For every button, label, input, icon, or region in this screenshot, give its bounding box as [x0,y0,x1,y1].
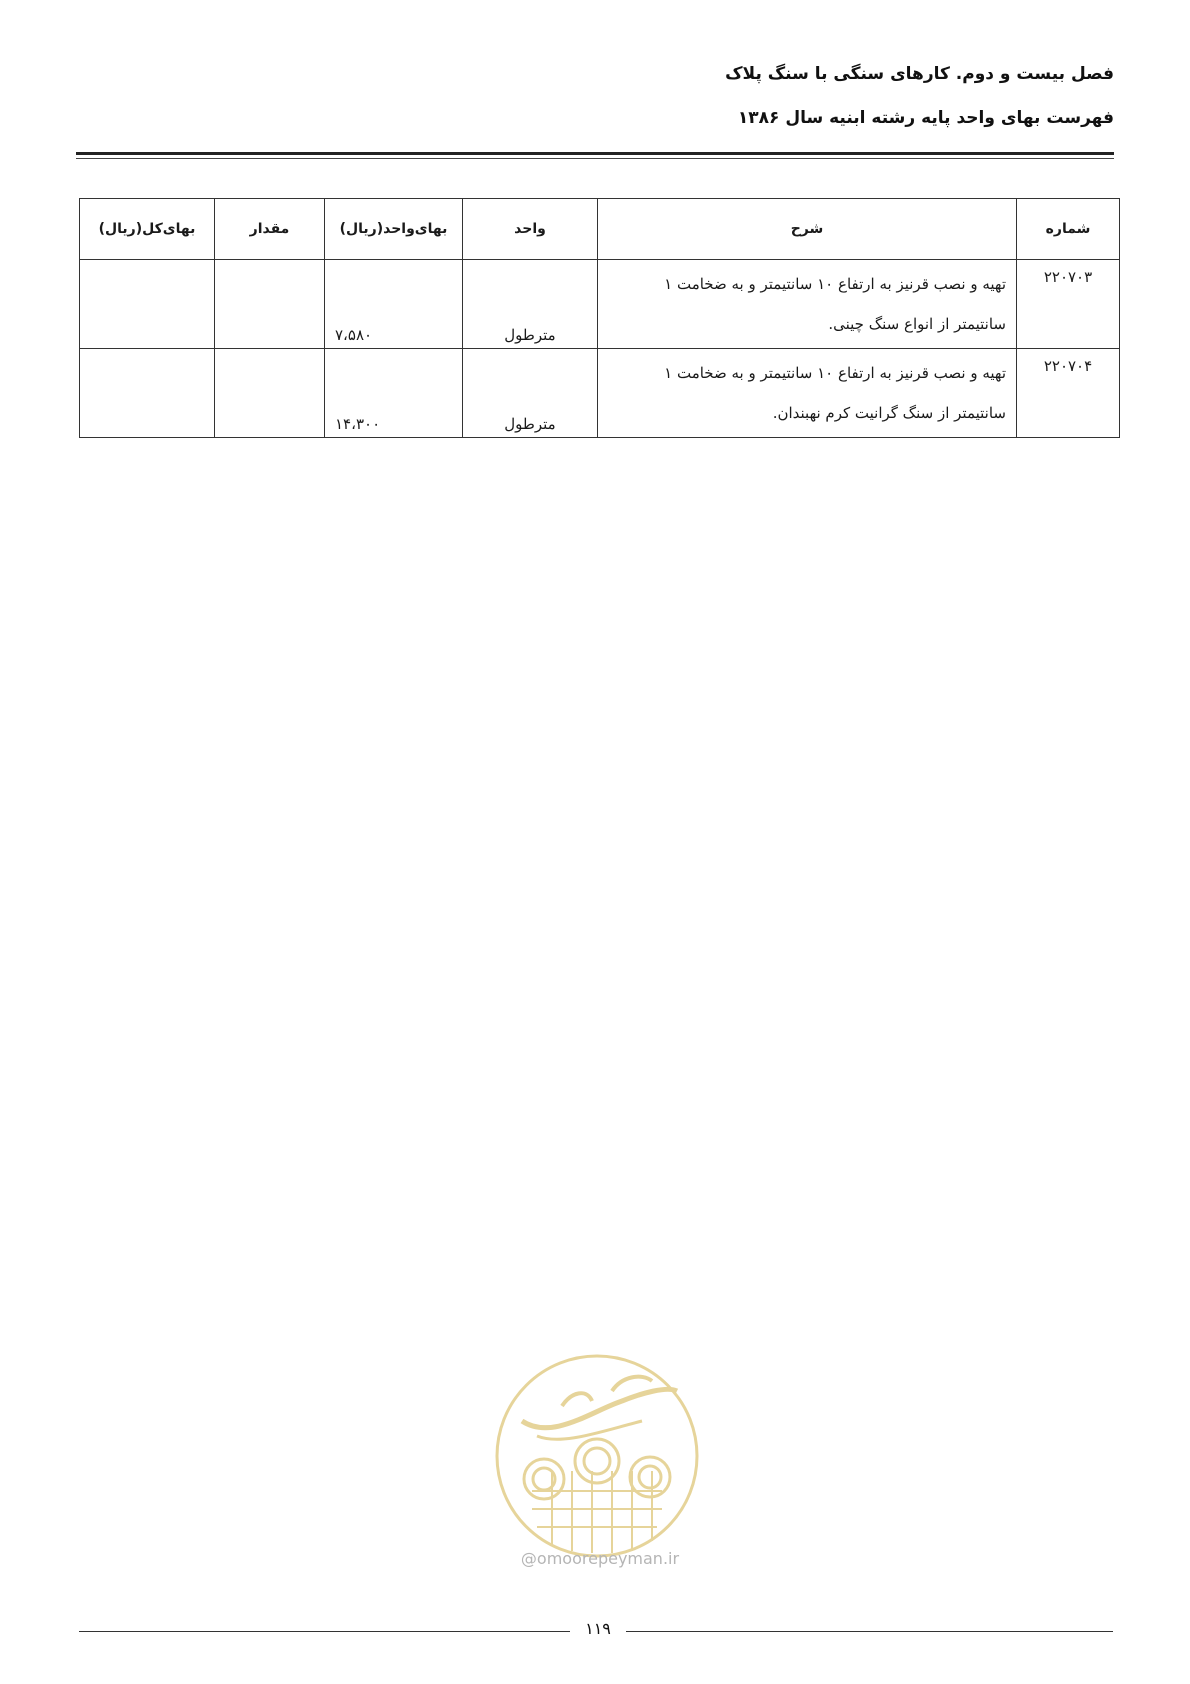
row-unit: مترطول [463,349,598,438]
footer-divider-left [79,1631,570,1632]
row-unit: مترطول [463,260,598,349]
watermark-logo [492,1336,702,1576]
header-divider-thick [76,152,1114,155]
page-header [76,52,1114,140]
footer-divider-right [626,1631,1113,1632]
row-total-price [80,260,215,349]
column-header-code: شماره [1017,199,1120,260]
row-unit-price: ۷،۵۸۰ [325,260,463,349]
column-header-quantity: مقدار [215,199,325,260]
column-header-description: شرح [598,199,1017,260]
row-code: ۲۲۰۷۰۳ [1017,260,1120,349]
price-list-table [79,198,1120,438]
row-quantity [215,349,325,438]
header-divider-thin [76,158,1114,159]
table-header-row [80,199,1120,260]
row-description: تهیه و نصب قرنیز به ارتفاع ۱۰ سانتیمتر و به ضخامت ۱ سانتیمتر از سنگ گرانیت کرم نهبندان. [598,349,1017,438]
column-header-unit: واحد [463,199,598,260]
watermark-caption: @omoorepeyman.ir [520,1549,680,1568]
chapter-title: فصل بیست و دوم. کارهای سنگی با سنگ پلاک [725,64,1114,84]
row-total-price [80,349,215,438]
column-header-unit-price: بهای‌واحد(ریال) [325,199,463,260]
table-row [80,260,1120,349]
book-title: فهرست بهای واحد پایه رشته ابنیه سال ۱۳۸۶ [737,108,1114,128]
table-row [80,349,1120,438]
row-unit-price: ۱۴،۳۰۰ [325,349,463,438]
row-quantity [215,260,325,349]
row-code: ۲۲۰۷۰۴ [1017,349,1120,438]
row-description: تهیه و نصب قرنیز به ارتفاع ۱۰ سانتیمتر و به ضخامت ۱ سانتیمتر از انواع سنگ چینی. [598,260,1017,349]
page-number: ۱۱۹ [585,1619,611,1638]
column-header-total-price: بهای‌کل(ریال) [80,199,215,260]
